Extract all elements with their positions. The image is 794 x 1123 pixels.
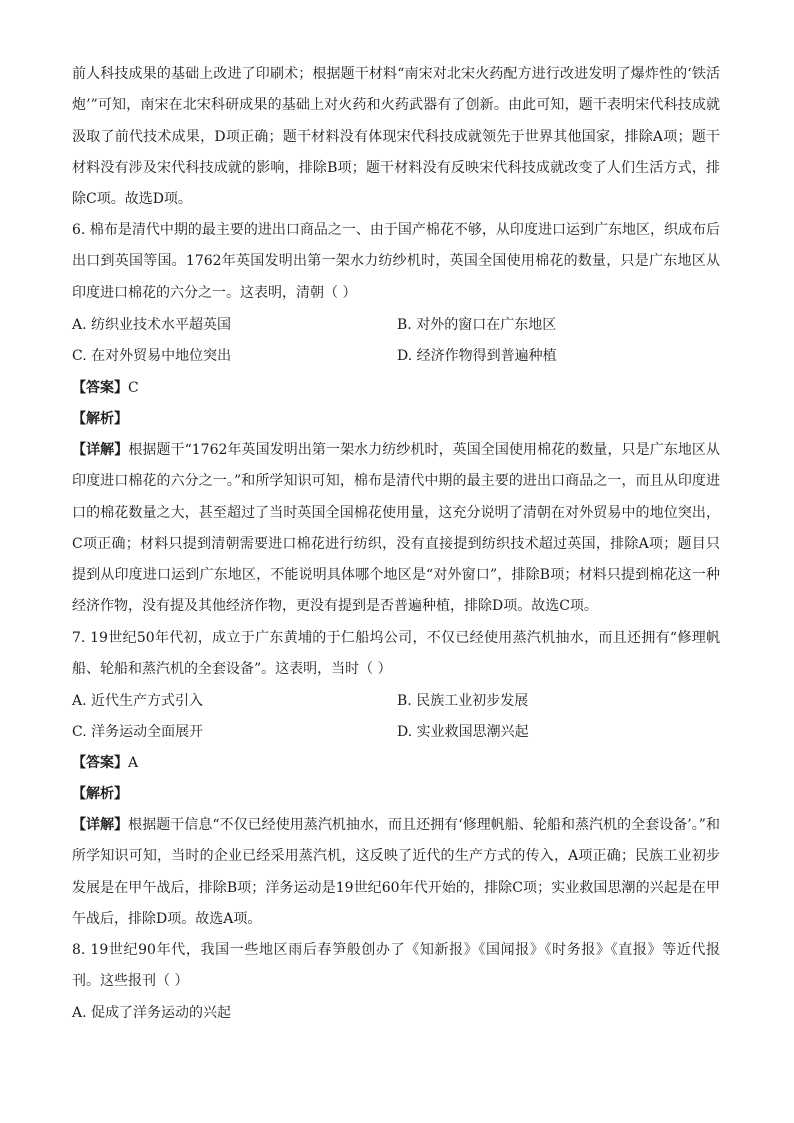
question-7-detail [72,810,720,935]
question-6-option-b: B. 对外的窗口在广东地区 [397,317,557,333]
question-6-answer [72,373,139,404]
question-6-stem: 6. 棉布是清代中期的最主要的进出口商品之一、由于国产棉花不够，从印度进口运到广东地区，织成布后出口到英国等国。1762年英国发明出第一架水力纺纱机时，英国全国使用棉花的数量，只是广东地区从印度进口棉花的六分之一。这表明，清朝（ ） [72,222,720,301]
detail-tag: 【详解】 [72,442,129,458]
question-7-stem: 7. 19世纪50年代初，成立于广东黄埔的于仁船坞公司，不仅已经使用蒸汽机抽水，而且还拥有“修理帆船、轮船和蒸汽机的全套设备”。这表明，当时（ ） [72,630,720,678]
detail-tag: 【详解】 [72,817,129,833]
answer-value: A [128,755,139,771]
question-8-option-a: A. 促成了洋务运动的兴起 [72,1005,232,1021]
question-6-option-d: D. 经济作物得到普遍种植 [397,348,557,364]
answer-tag: 【答案】 [72,755,128,771]
question-7-option-a: A. 近代生产方式引入 [72,693,204,709]
answer-tag: 【答案】 [72,380,128,396]
question-7-option-b: B. 民族工业初步发展 [397,693,529,709]
question-8-stem: 8. 19世纪90年代，我国一些地区雨后春笋般创办了《知新报》《国闻报》《时务报》《直报》等近代报刊。这些报刊（ ） [72,942,720,990]
detail-text: 根据题干信息“不仅已经使用蒸汽机抽水，而且还拥有‘修理帆船、轮船和蒸汽机的全套设备’。”和所学知识可知，当时的企业已经采用蒸汽机，这反映了近代的生产方式的传入，A项正确；民族工业初步发展是在甲午战后，排除B项；洋务运动是19世纪60年代开始的，排除C项；实业救国思潮的兴起是在甲午战后，排除D项。故选A项。 [72,817,721,927]
question-7-option-d: D. 实业救国思潮兴起 [397,724,529,740]
question-7-analysis-heading: 【解析】 [72,786,128,802]
question-6-option-a: A. 纺织业技术水平超英国 [72,317,232,333]
question-6-analysis-heading: 【解析】 [72,411,128,427]
previous-analysis-paragraph: 前人科技成果的基础上改进了印刷术；根据题干材料“南宋对北宋火药配方进行改进发明了爆炸性的‘铁活炮’”可知，南宋在北宋科研成果的基础上对火药和火药武器有了创新。由此可知，题干表明宋代科技成就汲取了前代技术成果，D项正确；题干材料没有体现宋代科技成就领先于世界其他国家，排除A项；题干材料没有涉及宋代科技成就的影响，排除B项；题干材料没有反映宋代科技成就改变了人们生活方式，排除C项。故选D项。 [72,66,720,208]
question-7-option-c: C. 洋务运动全面展开 [72,724,204,740]
question-6-option-c: C. 在对外贸易中地位突出 [72,348,232,364]
question-6-detail [72,435,720,623]
detail-text: 根据题干“1762年英国发明出第一架水力纺纱机时，英国全国使用棉花的数量，只是广东地区从印度进口棉花的六分之一。”和所学知识可知，棉布是清代中期的最主要的进出口商品之一，而且从印度进口的棉花数量之大，甚至超过了当时英国全国棉花使用量，这充分说明了清朝在对外贸易中的地位突出，C项正确；材料只提到清朝需要进口棉花进行纺织，没有直接提到纺织技术超过英国，排除A项；题目只提到从印度进口运到广东地区，不能说明具体哪个地区是“对外窗口”，排除B项；材料只提到棉花这一种经济作物，没有提及其他经济作物，更没有提到是否普遍种植，排除D项。故选C项。 [72,442,721,615]
question-7-answer [72,748,138,779]
answer-value: C [128,380,139,396]
